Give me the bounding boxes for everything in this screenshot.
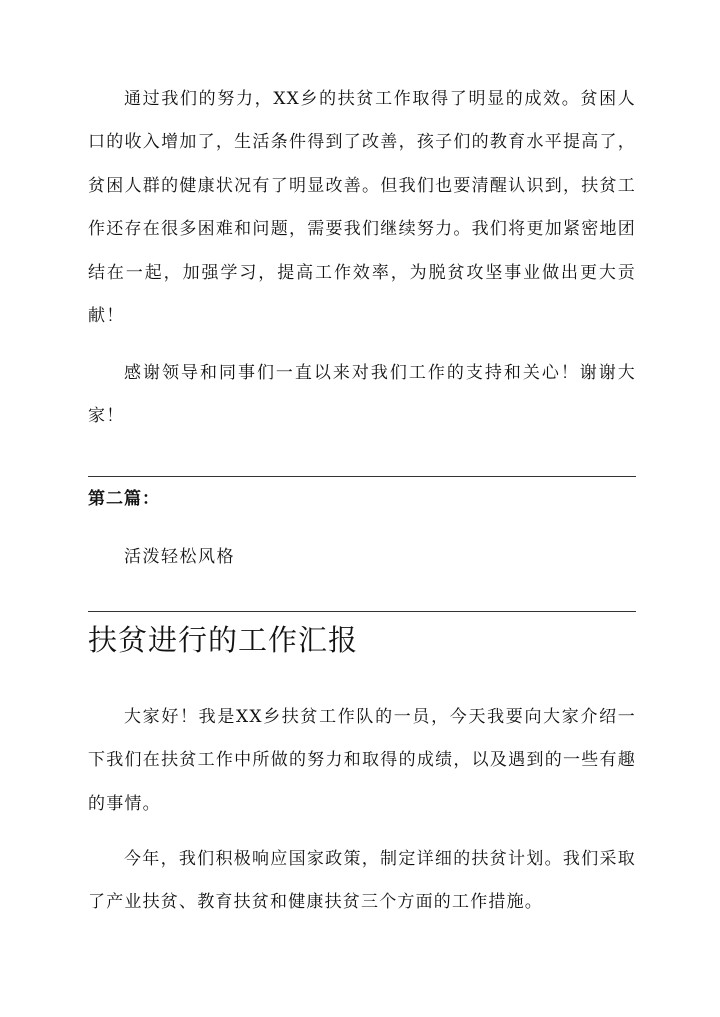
section-label: 第二篇： (88, 489, 160, 509)
style-subtitle: 活泼轻松风格 (124, 547, 235, 567)
body-paragraph: 大家好！我是XX乡扶贫工作队的一员，今天我要向大家介绍一下我们在扶贫工作中所做的努力和取得的成绩，以及遇到的一些有趣的事情。 (88, 707, 636, 814)
section-divider (88, 476, 636, 477)
body-paragraph: 通过我们的努力，XX乡的扶贫工作取得了明显的成效。贫困人口的收入增加了，生活条件得到了改善，孩子们的教育水平提高了，贫困人群的健康状况有了明显改善。但我们也要清醒认识到，扶贫工作还存在很多困难和问题，需要我们继续努力。我们将更加紧密地团结在一起，加强学习，提高工作效率，为脱贫攻坚事业做出更大贡献！ (88, 89, 636, 327)
body-paragraph: 感谢领导和同事们一直以来对我们工作的支持和关心！谢谢大家！ (88, 363, 636, 427)
section-divider (88, 611, 636, 612)
document-title: 扶贫进行的工作汇报 (88, 623, 359, 657)
body-paragraph: 今年，我们积极响应国家政策，制定详细的扶贫计划。我们采取了产业扶贫、教育扶贫和健康扶贫三个方面的工作措施。 (88, 849, 636, 913)
